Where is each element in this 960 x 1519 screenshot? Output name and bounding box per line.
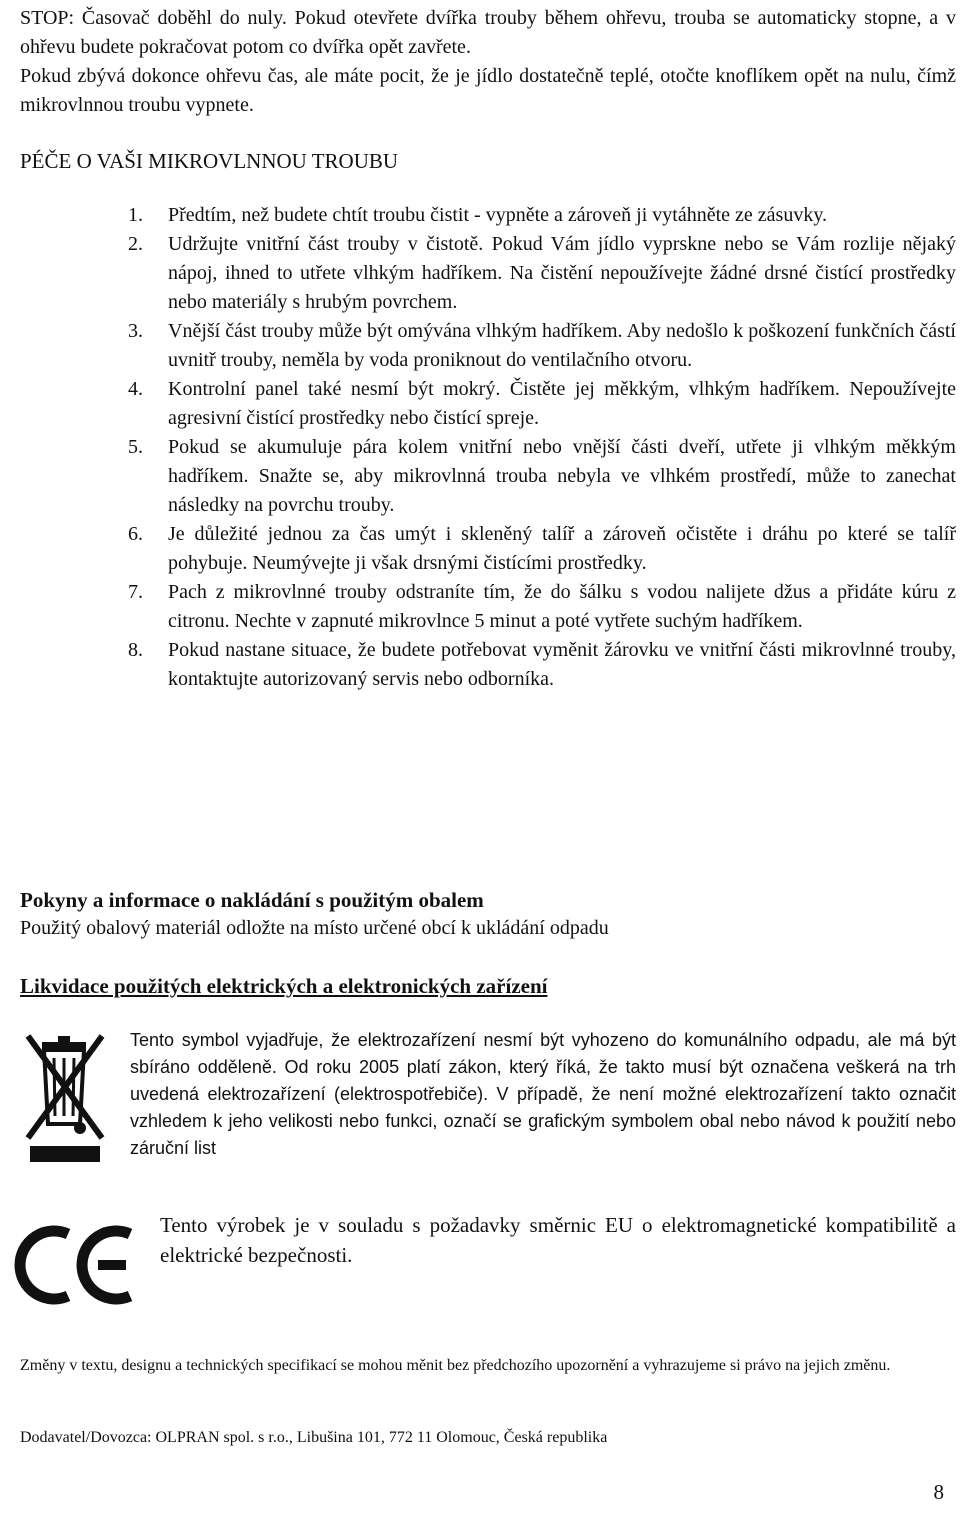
care-item-number: 3. bbox=[128, 320, 143, 342]
care-item-text: Vnější část trouby může být omývána vlhkým hadříkem. Aby nedošlo k poškození funkčních částí uvnitř trouby, neměla by voda proniknout do ventilačního otvoru. bbox=[168, 320, 956, 371]
care-item bbox=[128, 520, 956, 578]
weee-text: Tento symbol vyjadřuje, že elektrozařízení nesmí být vyhozeno do komunálního odpadu, ale má být sbíráno odděleně. Od roku 2005 platí zákon, který říká, že takto musí být označena veškerá na trh uvedená elektrozařízení (elektrospotřebiče). V případě, že není možné elektrozařízení takto označit vzhledem k jeho velikosti nebo funkci, označí se grafickým symbolem obal nebo návod k použití nebo záruční list bbox=[130, 1030, 956, 1158]
care-item-text: Kontrolní panel také nesmí být mokrý. Čistěte jej měkkým, vlhkým hadříkem. Nepoužívejte agresivní čistící prostředky nebo čistící spreje. bbox=[168, 378, 956, 429]
page-number: 8 bbox=[933, 1480, 944, 1504]
care-list bbox=[128, 201, 956, 694]
care-item-number: 6. bbox=[128, 523, 143, 545]
remaining-time-paragraph: Pokud zbývá dokonce ohřevu čas, ale máte pocit, že je jídlo dostatečně teplé, otočte knoflíkem opět na nulu, čímž mikrovlnnou troubu vypnete. bbox=[20, 65, 956, 116]
care-item-number: 4. bbox=[128, 378, 143, 400]
care-item-number: 5. bbox=[128, 436, 143, 458]
care-item-text: Pokud nastane situace, že budete potřebovat vyměnit žárovku ve vnitřní části mikrovlnné trouby, kontaktujte autorizovaný servis nebo odborníka. bbox=[168, 639, 956, 690]
changes-text: Změny v textu, designu a technických specifikací se mohou měnit bez předchozího upozornění a vyhrazujeme si právo na jejich změnu. bbox=[20, 1357, 891, 1374]
care-item-text: Předtím, než budete chtít troubu čistit - vypněte a zároveň ji vytáhněte ze zásuvky. bbox=[168, 204, 828, 226]
packaging-heading: Pokyny a informace o nakládání s použitým obalem bbox=[20, 888, 484, 912]
care-item bbox=[128, 578, 956, 636]
care-item-text: Udržujte vnitřní část trouby v čistotě. Pokud Vám jídlo vyprskne nebo se Vám rozlije nějaký nápoj, ihned to utřete vlhkým hadříkem. Na čistění nepoužívejte žádné drsné čistící prostředky nebo materiály s hrubým povrchem. bbox=[168, 233, 956, 313]
care-heading: PÉČE O VAŠI MIKROVLNNOU TROUBU bbox=[20, 149, 399, 173]
crossed-out-wheelie-bin-icon bbox=[22, 1030, 108, 1164]
care-item-text: Pokud se akumuluje pára kolem vnitřní nebo vnější části dveří, utřete ji vlhkým měkkým hadříkem. Snažte se, aby mikrovlnná trouba nebyla ve vlhkém prostředí, může to zanechat následky na povrchu trouby. bbox=[168, 436, 956, 516]
ce-mark-icon bbox=[12, 1222, 142, 1308]
care-item-number: 7. bbox=[128, 581, 143, 603]
care-item bbox=[128, 230, 956, 317]
care-item bbox=[128, 636, 956, 694]
care-item bbox=[128, 201, 956, 230]
care-item bbox=[128, 433, 956, 520]
stop-paragraph: STOP: Časovač doběhl do nuly. Pokud otevřete dvířka trouby během ohřevu, trouba se automaticky stopne, a v ohřevu budete pokračovat potom co dvířka opět zavřete. bbox=[20, 7, 956, 58]
disposal-heading: Likvidace použitých elektrických a elektronických zařízení bbox=[20, 974, 548, 998]
care-item-number: 1. bbox=[128, 204, 143, 226]
care-item bbox=[128, 317, 956, 375]
packaging-text: Použitý obalový materiál odložte na místo určené obcí k ukládání odpadu bbox=[20, 917, 609, 939]
care-item bbox=[128, 375, 956, 433]
supplier-text: Dodavatel/Dovozca: OLPRAN spol. s r.o., Libušina 101, 772 11 Olomouc, Česká republika bbox=[20, 1429, 608, 1446]
care-item-number: 8. bbox=[128, 639, 143, 661]
care-item-text: Pach z mikrovlnné trouby odstraníte tím, že do šálku s vodou nalijete džus a přidáte kúru z citronu. Nechte v zapnuté mikrovlnce 5 minut a poté vytřete suchým hadříkem. bbox=[168, 581, 956, 632]
care-item-text: Je důležité jednou za čas umýt i skleněný talíř a zároveň očistěte i dráhu po které se talíř pohybuje. Neumývejte ji však drsnými čistícími prostředky. bbox=[168, 523, 956, 574]
care-item-number: 2. bbox=[128, 233, 143, 255]
ce-text: Tento výrobek je v souladu s požadavky směrnic EU o elektromagnetické kompatibilitě a elektrické bezpečnosti. bbox=[160, 1213, 956, 1267]
